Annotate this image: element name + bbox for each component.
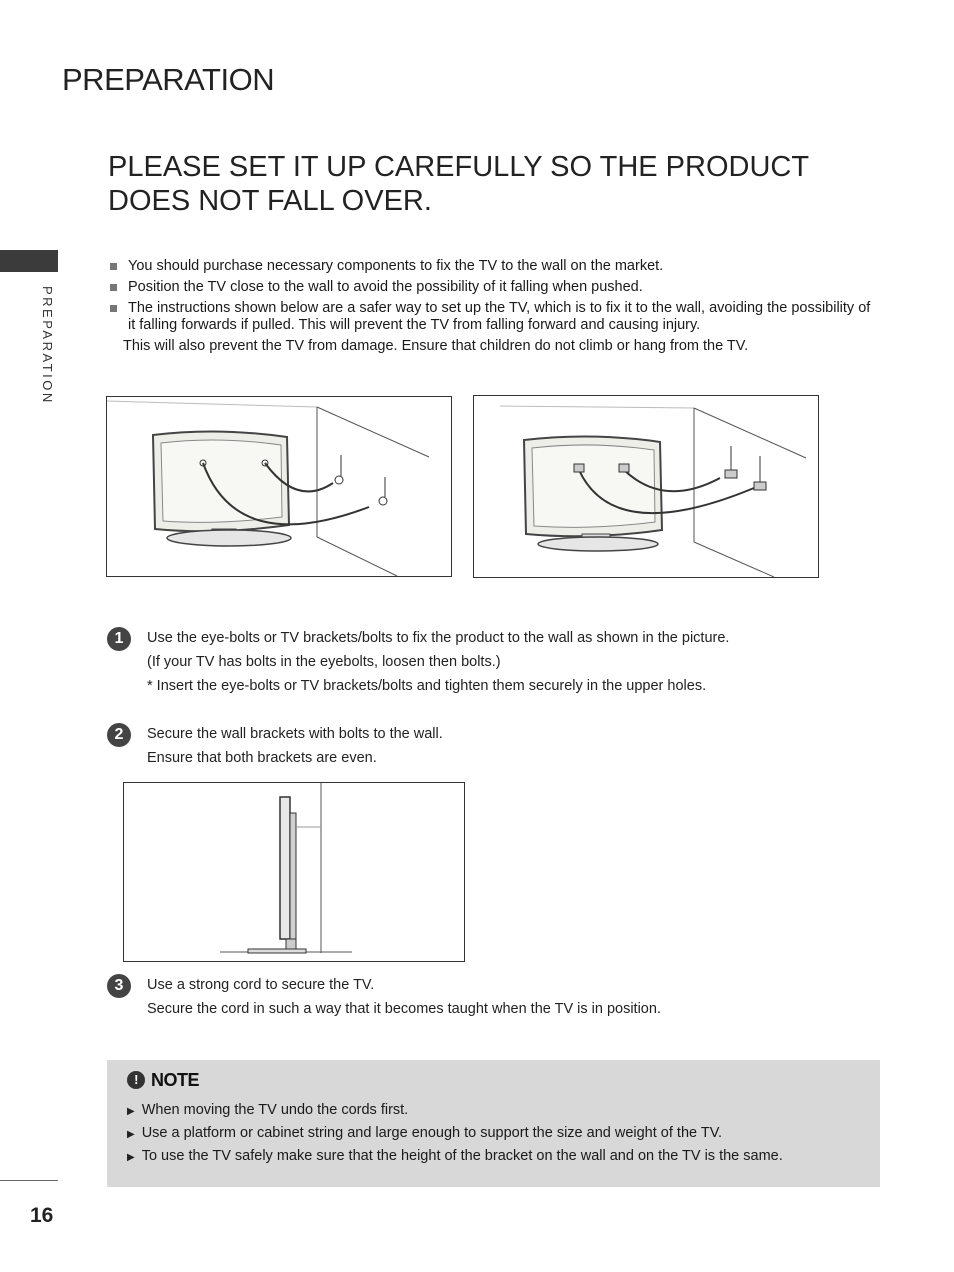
page-number: 16 bbox=[30, 1204, 54, 1227]
step-text: Use the eye-bolts or TV brackets/bolts to fix the product to the wall as shown in the picture. (If your TV has bolts in the eyebolts, loosen then bolts.) * Insert the eye-bolts or TV brackets/bolts and tighten them securely in the upper holes. bbox=[147, 630, 730, 694]
note-list bbox=[127, 1100, 783, 1169]
step-number-badge: 3 bbox=[107, 974, 131, 998]
eyebolt-illustration bbox=[106, 396, 452, 577]
note-box bbox=[107, 1060, 880, 1187]
triangle-bullet-icon: ▶ bbox=[127, 1129, 135, 1140]
bullet-item: Position the TV close to the wall to avoid the possibility of it falling when pushed. bbox=[108, 279, 878, 296]
note-item: ▶ When moving the TV undo the cords first. bbox=[127, 1102, 409, 1118]
note-item: ▶ To use the TV safely make sure that the height of the bracket on the wall and on the TV is the same. bbox=[127, 1148, 783, 1164]
eyebolt-drawing bbox=[107, 397, 451, 576]
side-view-illustration bbox=[123, 782, 465, 962]
exclamation-icon: ! bbox=[127, 1071, 145, 1089]
note-heading: ! NOTE bbox=[127, 1070, 199, 1091]
square-bullet-icon bbox=[110, 263, 117, 270]
section-title: PLEASE SET IT UP CAREFULLY SO THE PRODUCT DOES NOT FALL OVER. bbox=[108, 151, 809, 217]
note-item: ▶ Use a platform or cabinet string and large enough to support the size and weight of the TV. bbox=[127, 1125, 723, 1141]
bullet-item: You should purchase necessary components to fix the TV to the wall on the market. bbox=[108, 258, 878, 275]
bullet-continuation: This will also prevent the TV from damage. Ensure that children do not climb or hang from the TV. bbox=[123, 338, 749, 354]
side-section-label: PREPARATION bbox=[40, 286, 55, 405]
step-text: Use a strong cord to secure the TV. Secure the cord in such a way that it becomes taught when the TV is in position. bbox=[147, 977, 661, 1017]
step-number-badge: 2 bbox=[107, 723, 131, 747]
triangle-bullet-icon: ▶ bbox=[127, 1152, 135, 1163]
square-bullet-icon bbox=[110, 305, 117, 312]
instruction-bullets bbox=[108, 258, 878, 338]
bracket-illustration bbox=[473, 395, 819, 578]
triangle-bullet-icon: ▶ bbox=[127, 1106, 135, 1117]
footer-divider bbox=[0, 1180, 58, 1181]
step-text: Secure the wall brackets with bolts to the wall. Ensure that both brackets are even. bbox=[147, 726, 443, 766]
page-title: PREPARATION bbox=[62, 62, 275, 97]
step-number-badge: 1 bbox=[107, 627, 131, 651]
bracket-drawing bbox=[474, 396, 818, 577]
side-view-drawing bbox=[124, 783, 464, 961]
square-bullet-icon bbox=[110, 284, 117, 291]
side-tab-marker bbox=[0, 250, 58, 272]
bullet-item: The instructions shown below are a safer way to set up the TV, which is to fix it to the wall, avoiding the possibility of it falling forwards if pulled. This will prevent the TV from falling forward and causing injury. bbox=[108, 300, 878, 334]
